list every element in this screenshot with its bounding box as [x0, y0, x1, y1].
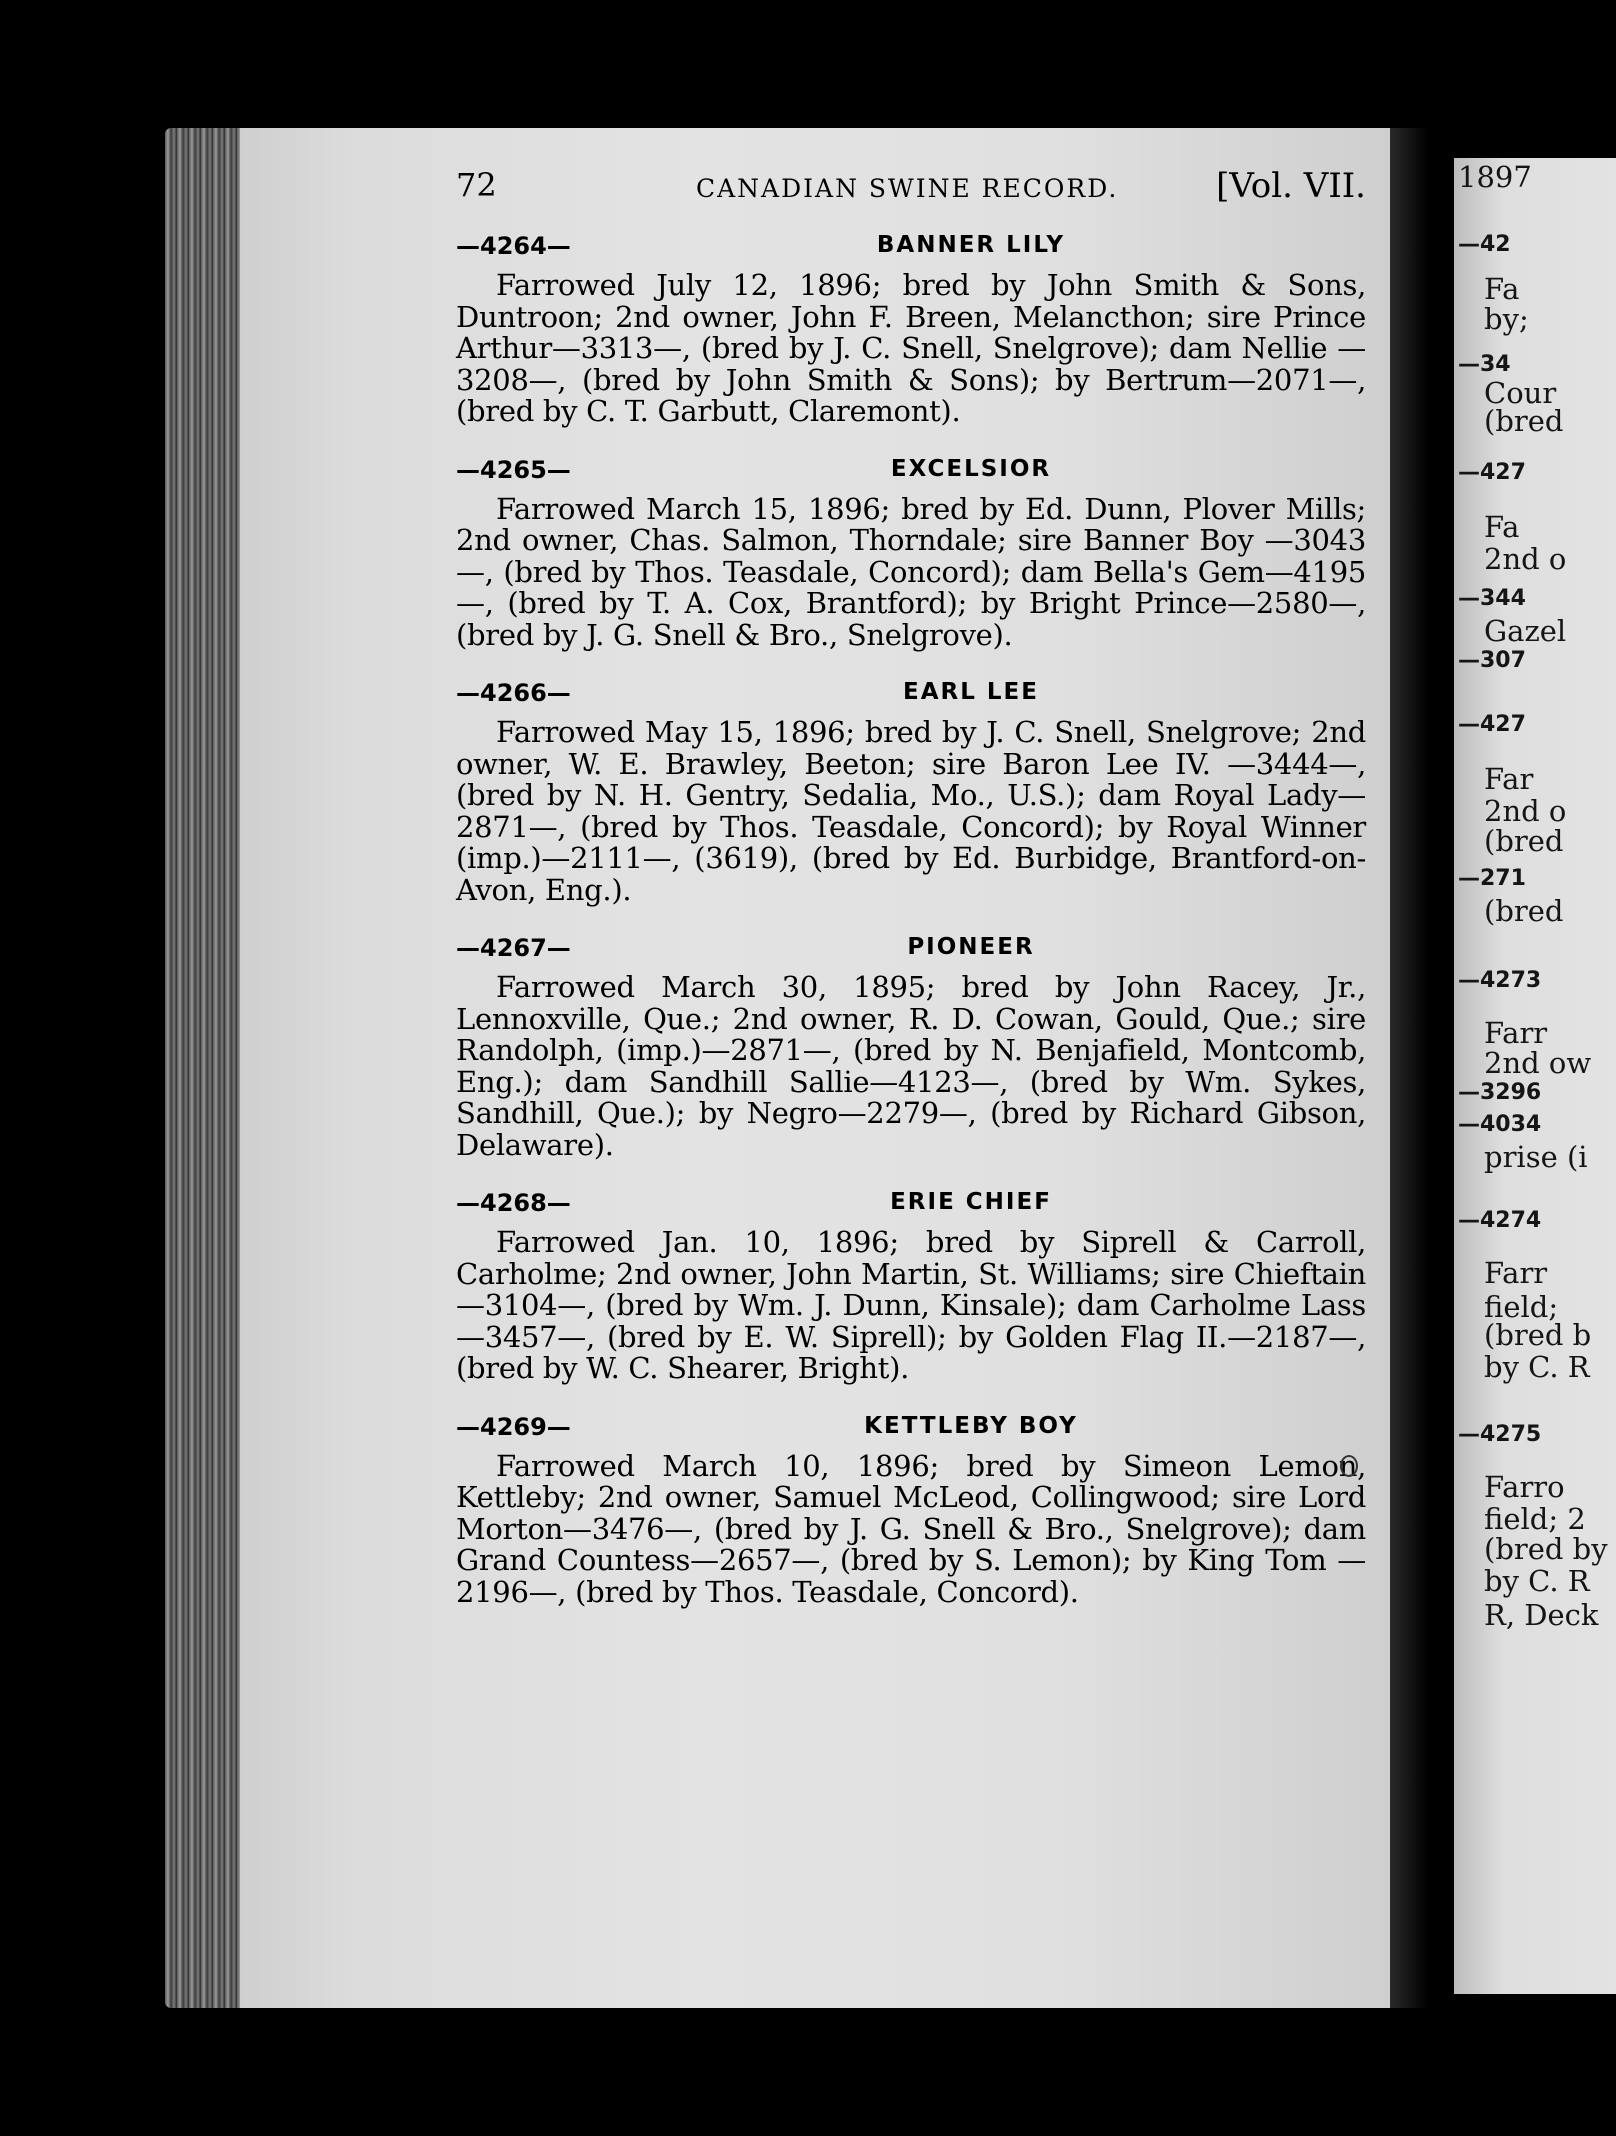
animal-name: KETTLEBY BOY	[864, 1412, 1078, 1439]
right-page-text-line: Cour	[1484, 376, 1557, 410]
entry-4269	[456, 1413, 1366, 1609]
right-page-text-line: (bred	[1484, 404, 1564, 438]
animal-name: EARL LEE	[903, 679, 1039, 705]
registration-number: —4267—	[456, 934, 571, 962]
page-number: 72	[456, 166, 497, 204]
right-page-text-line: field;	[1484, 1290, 1559, 1324]
right-page-text-line: Gazel	[1484, 614, 1567, 648]
entry-4265	[456, 456, 1366, 652]
right-page-text-line: Fa	[1484, 272, 1520, 306]
right-page-text-line: (bred b	[1484, 1318, 1592, 1352]
right-page-text-line: 1897	[1458, 160, 1532, 194]
right-page-text-line: —4274	[1458, 1208, 1542, 1233]
right-page-text-line: —4034	[1458, 1112, 1542, 1137]
registration-number: —4265—	[456, 455, 571, 484]
entry-text: Farrowed March 30, 1895; bred by John Racey, Jr., Lennoxville, Que.; 2nd owner, R. D. Cowan, Gould, Que.; sire Randolph, (imp.)—2871—, (bred by N. Benjafield, Montcomb, Eng.); dam Sandhill Sallie—4123—, (bred by Wm. Sykes, Sandhill, Que.); by Negro—2279—, (bred by Richard Gibson, Delaware).	[456, 970, 1366, 1162]
right-page-text-line: (bred	[1484, 824, 1564, 858]
animal-name: BANNER LILY	[876, 232, 1066, 258]
right-page-fragment	[1454, 158, 1616, 1994]
right-page-text-line: 2nd o	[1484, 794, 1567, 828]
entry-list	[456, 232, 1366, 1608]
right-page-text-line: —307	[1458, 648, 1526, 673]
entry-4268	[456, 1189, 1366, 1385]
entry-text: Farrowed March 15, 1896; bred by Ed. Dunn, Plover Mills; 2nd owner, Chas. Salmon, Thorndale; sire Banner Boy —3043—, (bred by Thos. Teasdale, Concord); dam Bella's Gem—4195—, (bred by T. A. Cox, Brantford); by Bright Prince—2580—, (bred by J. G. Snell & Bro., Snelgrove).	[456, 491, 1366, 652]
page-blemish	[1340, 1455, 1358, 1477]
right-page-text-line: —3296	[1458, 1080, 1542, 1105]
right-page-text-line: (bred by	[1484, 1532, 1608, 1566]
right-page-text-line: —427	[1458, 712, 1526, 737]
right-page-text-line: by C. R	[1484, 1564, 1590, 1598]
right-page-text-line: prise (i	[1484, 1140, 1588, 1174]
right-page-text-line: —271	[1458, 866, 1526, 891]
entry-text: Farrowed May 15, 1896; bred by J. C. Snell, Snelgrove; 2nd owner, W. E. Brawley, Beeton; sire Baron Lee IV. —3444—, (bred by N. H. Gentry, Sedalia, Mo., U.S.); dam Royal Lady—2871—, (bred by Thos. Teasdale, Concord); by Royal Winner (imp.)—2111—, (3619), (bred by Ed. Burbidge, Brantford-on-Avon, Eng.).	[456, 715, 1366, 907]
registration-number: —4264—	[456, 232, 571, 260]
registration-number: —4268—	[456, 1189, 571, 1217]
registration-number: —4269—	[456, 1412, 571, 1441]
running-head	[456, 166, 1366, 210]
right-page-text-line: by;	[1484, 302, 1529, 336]
right-page-text-line: Farr	[1484, 1256, 1548, 1290]
book-gutter	[1390, 128, 1454, 2008]
entry-4267	[456, 934, 1366, 1161]
animal-name: EXCELSIOR	[890, 455, 1052, 482]
right-page-text-line: Fa	[1484, 510, 1520, 544]
right-page-text-line: by C. R	[1484, 1350, 1590, 1384]
right-page-text-line: R, Deck	[1484, 1598, 1599, 1632]
animal-name: PIONEER	[907, 934, 1035, 960]
right-page-text-line: Far	[1484, 762, 1534, 796]
volume-label: [Vol. VII.	[1216, 166, 1366, 206]
page-edge-stack	[165, 128, 243, 2008]
entry-4266	[456, 679, 1366, 906]
right-page-text-line: 2nd ow	[1484, 1046, 1592, 1080]
right-page-text-line: Farr	[1484, 1016, 1548, 1050]
right-page-text-line: 2nd o	[1484, 542, 1567, 576]
entry-text: Farrowed Jan. 10, 1896; bred by Siprell & Carroll, Carholme; 2nd owner, John Martin, St. Williams; sire Chieftain —3104—, (bred by Wm. J. Dunn, Kinsale); dam Carholme Lass—3457—, (bred by E. W. Siprell); by Golden Flag II.—2187—, (bred by W. C. Shearer, Bright).	[456, 1225, 1366, 1385]
right-page-text-line: Farro	[1484, 1470, 1565, 1504]
right-page-text-line: —427	[1458, 460, 1526, 485]
animal-name: ERIE CHIEF	[890, 1189, 1052, 1215]
right-page-text-line: —34	[1458, 352, 1511, 377]
book-title: CANADIAN SWINE RECORD.	[696, 174, 1119, 203]
entry-text: Farrowed July 12, 1896; bred by John Smith & Sons, Duntroon; 2nd owner, John F. Breen, Melancthon; sire Prince Arthur—3313—, (bred by J. C. Snell, Snelgrove); dam Nellie —3208—, (bred by John Smith & Sons); by Bertrum—2071—, (bred by C. T. Garbutt, Claremont).	[456, 268, 1366, 428]
right-page-text-line: —42	[1458, 232, 1511, 257]
entry-4264	[456, 232, 1366, 428]
right-page-text-line: —4273	[1458, 968, 1542, 993]
registration-number: —4266—	[456, 679, 571, 707]
right-page-text-line: —344	[1458, 586, 1526, 611]
entry-text: Farrowed March 10, 1896; bred by Simeon Lemon, Kettleby; 2nd owner, Samuel McLeod, Collingwood; sire Lord Morton—3476—, (bred by J. G. Snell & Bro., Snelgrove); dam Grand Countess—2657—, (bred by S. Lemon); by King Tom —2196—, (bred by Thos. Teasdale, Concord).	[456, 1448, 1366, 1609]
right-page-text-line: (bred	[1484, 894, 1564, 928]
right-page-text-line: —4275	[1458, 1422, 1542, 1447]
right-page-text-line: field; 2	[1484, 1502, 1586, 1536]
